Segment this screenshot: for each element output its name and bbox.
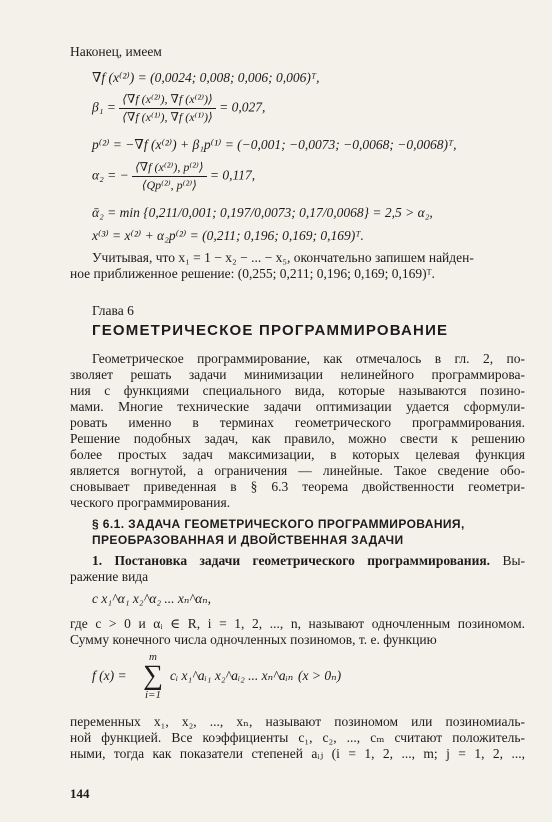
posynomial-lhs: f (x) = bbox=[92, 668, 127, 683]
chapter-para-line: Решение подобных задач, как правило, можно свести к решению bbox=[70, 431, 525, 446]
subsection-line-rest: Вы- bbox=[502, 553, 526, 568]
result-line-2: ное приближенное решение: (0,255; 0,211; 0,196; 0,169; 0,169)ᵀ. bbox=[70, 266, 435, 281]
where-line-2: Сумму конечного числа одночленных позиномов, т. е. функцию bbox=[70, 632, 437, 647]
section-title-line-1: § 6.1. ЗАДАЧА ГЕОМЕТРИЧЕСКОГО ПРОГРАММИРОВАНИЯ, bbox=[92, 517, 465, 531]
subsection-title: 1. Постановка задачи геометрического программирования. bbox=[92, 553, 491, 568]
alpha-rhs: = 0,117, bbox=[209, 167, 256, 183]
posynomial-term: cᵢ x₁^aᵢ₁ x₂^aᵢ₂ ... xₙ^aᵢₙ bbox=[170, 668, 294, 683]
final-line-1: переменных x₁, x₂, ..., xₙ, называют позиномом или позиномиаль- bbox=[70, 714, 525, 729]
subsection-line-1 bbox=[92, 553, 525, 569]
page-number: 144 bbox=[70, 786, 90, 801]
alpha-equation bbox=[92, 160, 255, 193]
where-line-1: где c > 0 и αᵢ ∈ R, i = 1, 2, ..., n, называют одночленным позиномом. bbox=[70, 616, 525, 631]
chapter-para-line: более простых задач максимизации, в которых целевая функция bbox=[70, 447, 525, 462]
result-line-1: Учитывая, что x₁ = 1 − x₂ − ... − x₅, окончательно запишем найден- bbox=[92, 250, 474, 265]
chapter-para-line: сновывает приведенная в § 6.3 теорема двойственности геометри- bbox=[70, 479, 525, 494]
chapter-number: Глава 6 bbox=[92, 303, 134, 318]
beta-denominator: ⟨∇f (x⁽¹⁾), ∇f (x⁽¹⁾)⟩ bbox=[122, 110, 213, 124]
chapter-para-line: Геометрическое программирование, как отмечалось в гл. 2, по- bbox=[92, 351, 525, 366]
sum-lower-limit: i=1 bbox=[145, 689, 161, 701]
sum-upper-limit: m bbox=[149, 651, 157, 663]
alpha-denominator: ⟨Qp⁽²⁾, p⁽²⁾⟩ bbox=[141, 178, 197, 192]
direction-equation: p⁽²⁾ = −∇f (x⁽²⁾) + β₁p⁽¹⁾ = (−0,001; −0,0073; −0,0068; −0,0068)ᵀ, bbox=[92, 137, 457, 152]
x3-equation: x⁽³⁾ = x⁽²⁾ + α₂p⁽²⁾ = (0,211; 0,196; 0,169; 0,169)ᵀ. bbox=[92, 228, 364, 243]
section-title-line-2: ПРЕОБРАЗОВАННАЯ И ДВОЙСТВЕННАЯ ЗАДАЧИ bbox=[92, 533, 404, 547]
beta-fraction bbox=[119, 92, 215, 125]
alpha-lhs: α₂ = − bbox=[92, 167, 129, 183]
summation-symbol bbox=[142, 651, 164, 701]
chapter-para-line: является вогнутой, а ограничения — линейные. Такое сведение обо- bbox=[70, 463, 525, 478]
chapter-para-line: ровать именно в терминах геометрического программирования. bbox=[70, 415, 525, 430]
alpha-fraction bbox=[132, 160, 206, 193]
beta-numerator: ⟨∇f (x⁽²⁾), ∇f (x⁽²⁾)⟩ bbox=[119, 92, 215, 109]
beta-lhs: β₁ = bbox=[92, 99, 116, 115]
monomial-formula: c x₁^α₁ x₂^α₂ ... xₙ^αₙ, bbox=[92, 591, 212, 606]
final-line-2: ной функцией. Все коэффициенты c₁, c₂, ..., cₘ считают положитель- bbox=[70, 730, 525, 745]
chapter-title: ГЕОМЕТРИЧЕСКОЕ ПРОГРАММИРОВАНИЕ bbox=[92, 322, 449, 339]
beta-rhs: = 0,027, bbox=[219, 99, 266, 115]
chapter-para-line: мами. Многие технические задачи оптимизации удается сформули- bbox=[70, 399, 525, 414]
chapter-para-line: ческого программирования. bbox=[70, 495, 231, 510]
final-line-3: ными, тогда как показатели степеней aᵢⱼ (i = 1, 2, ..., m; j = 1, 2, ..., bbox=[70, 746, 525, 761]
beta-equation bbox=[92, 92, 265, 125]
chapter-para-line: зволяет решать задачи минимизации нелинейного программирова- bbox=[70, 367, 525, 382]
intro-text: Наконец, имеем bbox=[70, 44, 162, 59]
alpha-bar-equation: ᾱ₂ = min {0,211/0,001; 0,197/0,0073; 0,17/0,0068} = 2,5 > α₂, bbox=[92, 205, 433, 220]
alpha-numerator: ⟨∇f (x⁽²⁾), p⁽²⁾⟩ bbox=[132, 160, 206, 177]
chapter-para-line: ния с функциями специального вида, которые называются позино- bbox=[70, 383, 525, 398]
gradient-equation: ∇f (x⁽²⁾) = (0,0024; 0,008; 0,006; 0,006)ᵀ, bbox=[92, 70, 320, 85]
sigma-icon: ∑ bbox=[143, 660, 163, 691]
subsection-line-2: ражение вида bbox=[70, 569, 149, 584]
posynomial-condition: (x > 0ₙ) bbox=[298, 668, 342, 683]
